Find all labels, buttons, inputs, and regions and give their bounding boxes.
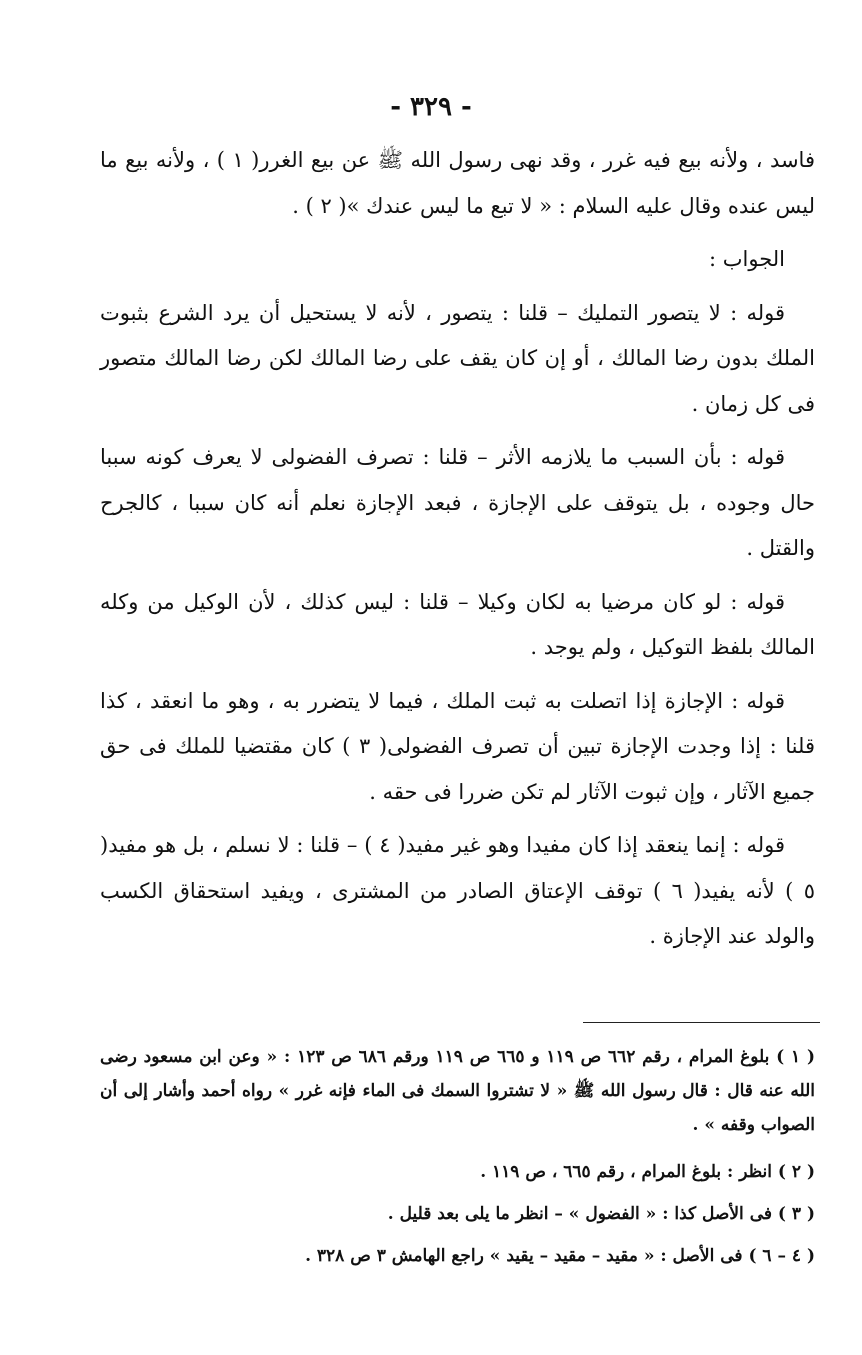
paragraph-cause: قوله : بأن السبب ما يلازمه الأثر – قلنا : تصرف الفضولى لا يعرف كونه سببا حال وجوده ، بل يتوقف على الإجازة ، فبعد الإجازة نعلم أنه كان سببا ، كالجرح والقتل . [100, 445, 815, 560]
paragraph-ownership: قوله : لا يتصور التمليك – قلنا : يتصور ، لأنه لا يستحيل أن يرد الشرع بثبوت الملك بدون رضا المالك ، أو إن كان يقف على رضا المالك لكن رضا المالك متصور فى كل زمان . [100, 300, 815, 416]
footnote-text: فى الأصل كذا : « الفضول » – انظر ما يلى بعد قليل . [387, 1204, 772, 1224]
answer-heading: الجواب : [709, 247, 785, 271]
footnote-text: انظر : بلوغ المرام ، رقم ٦٦٥ ، ص ١١٩ . [480, 1162, 772, 1182]
footnote [100, 1040, 815, 1142]
footnote-ref: ( ٢ ) [777, 1162, 815, 1182]
footnote-text: فى الأصل : « مقيد – مقيد – يقيد » راجع الهامش ٣ ص ٣٢٨ . [305, 1246, 743, 1266]
footnotes [100, 1040, 815, 1282]
paragraph-opening: فاسد ، ولأنه بيع فيه غرر ، وقد نهى رسول الله ﷺ عن بيع الغرر( ١ ) ، ولأنه بيع ما ليس عنده وقال عليه السلام : « لا تبع ما ليس عندك »( ٢ ) . [100, 148, 815, 218]
footnote-ref: ( ٣ ) [777, 1204, 815, 1224]
footnote [100, 1240, 815, 1273]
footnote [100, 1156, 815, 1189]
footnote-ref: ( ١ ) [776, 1047, 816, 1067]
main-text [100, 138, 815, 968]
footnote-divider [583, 1022, 820, 1023]
footnote-text: بلوغ المرام ، رقم ٦٦٢ ص ١١٩ و ٦٦٥ ص ١١٩ ورقم ٦٨٦ ص ١٢٣ : « وعن ابن مسعود رضى الله عنه قال : قال رسول الله ﷺ « لا تشتروا السمك فى الماء فإنه غرر » رواه أحمد وأشار إلى أن الصواب وقفه » . [100, 1047, 815, 1135]
footnote-ref: ( ٤ – ٦ ) [748, 1246, 815, 1266]
paragraph-benefit: قوله : إنما ينعقد إذا كان مفيدا وهو غير مفيد( ٤ ) – قلنا : لا نسلم ، بل هو مفيد( ٥ ) لأنه يفيد( ٦ ) توقف الإعتاق الصادر من المشترى ، ويفيد استحقاق الكسب والولد عند الإجازة . [100, 833, 815, 948]
page-number: - ٣٢٩ - [390, 92, 472, 122]
paragraph-agent: قوله : لو كان مرضيا به لكان وكيلا – قلنا : ليس كذلك ، لأن الوكيل من وكله المالك بلفظ التوكيل ، ولم يوجد . [100, 589, 815, 659]
footnote [100, 1198, 815, 1231]
paragraph-ratification: قوله : الإجازة إذا اتصلت به ثبت الملك ، فيما لا يتضرر به ، وهو ما انعقد ، كذا قلنا : إذا وجدت الإجازة تبين أن تصرف الفضولى( ٣ ) كان مقتضيا للملك فى حق جميع الآثار ، وإن ثبوت الآثار لم تكن ضررا فى حقه . [100, 688, 815, 804]
